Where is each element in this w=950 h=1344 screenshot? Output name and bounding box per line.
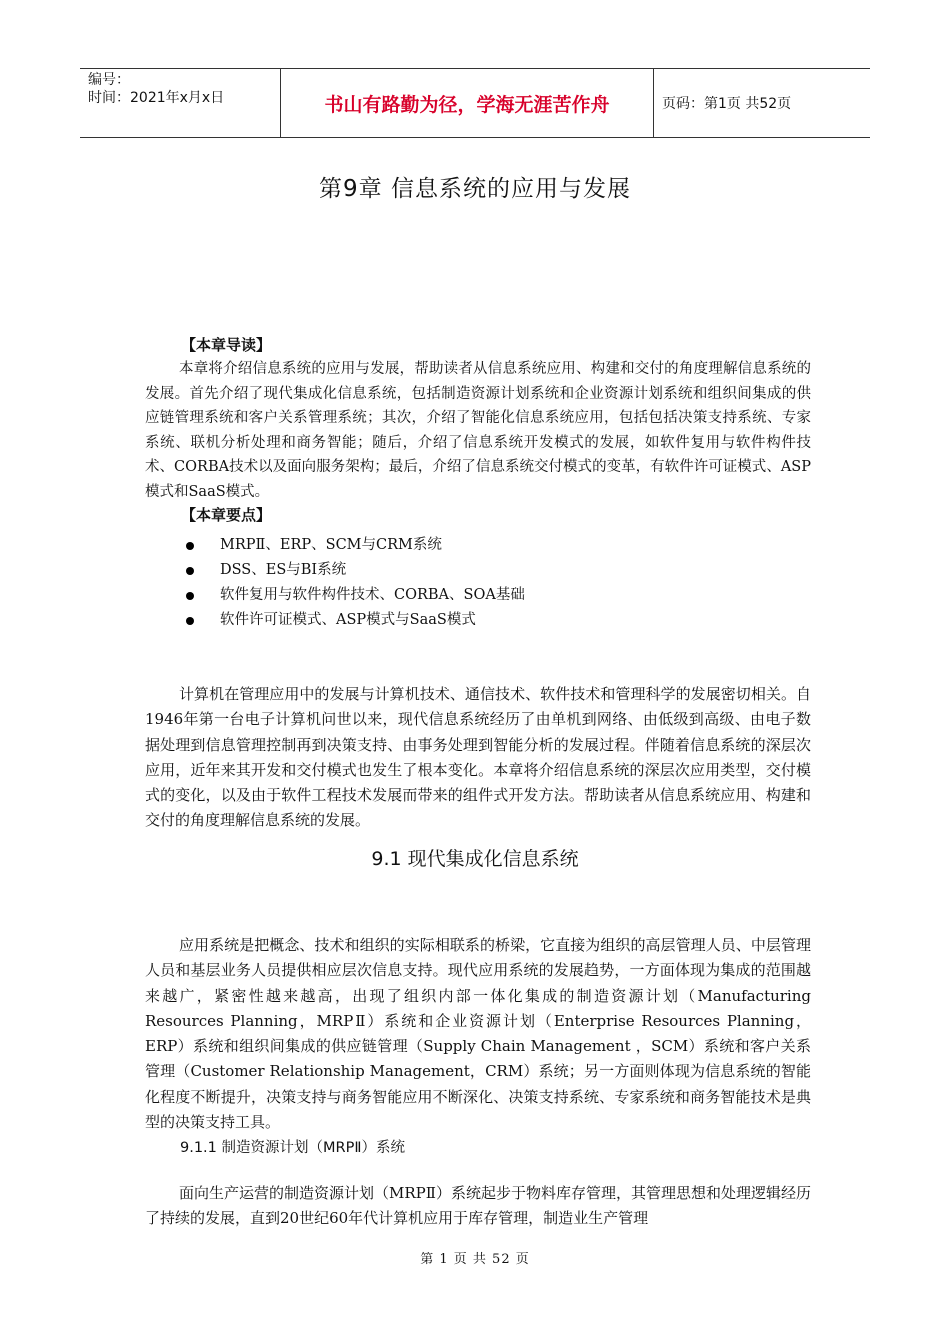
- header-page-info: 页码：第1页 共52页: [662, 96, 792, 112]
- subsection-title: 9.1.1 制造资源计划（MRPⅡ）系统: [180, 1140, 405, 1156]
- keypoints-list: [180, 533, 525, 633]
- section-title: 9.1 现代集成化信息系统: [371, 848, 579, 870]
- body-paragraph-2: 应用系统是把概念、技术和组织的实际相联系的桥梁，它直接为组织的高层管理人员、中层管理人员和基层业务人员提供相应层次信息支持。现代应用系统的发展趋势，一方面体现为集成的范围越来越广，紧密性越来越高，出现了组织内部一体化集成的制造资源计划（Manufacturing Resources Planning，MRPⅡ）系统和企业资源计划（Enterprise Resources Planning，ERP）系统和组织间集成的供应链管理（Supply Chain Management ，SCM）系统和客户关系管理（Customer Relationship Management，CRM）系统；另一方面则体现为信息系统的智能化程度不断提升，决策支持与商务智能应用不断深化、决策支持系统、专家系统和商务智能技术是典型的决策支持工具。: [145, 936, 811, 1132]
- bullet-icon: [186, 567, 194, 575]
- body-paragraph-1: 计算机在管理应用中的发展与计算机技术、通信技术、软件技术和管理科学的发展密切相关。自1946年第一台电子计算机问世以来，现代信息系统经历了由单机到网络、由低级到高级、由电子数据处理到信息管理控制再到决策支持、由事务处理到智能分析的发展过程。伴随着信息系统的深层次应用，近年来其开发和交付模式也发生了根本变化。本章将介绍信息系统的深层次应用类型，交付模式的变化，以及由于软件工程技术发展而带来的组件式开发方法。帮助读者从信息系统应用、构建和交付的角度理解信息系统的发展。: [145, 685, 811, 830]
- list-item: MRPⅡ、ERP、SCM与CRM系统: [180, 533, 525, 558]
- list-item: DSS、ES与BI系统: [180, 558, 525, 583]
- header-meta: [80, 69, 280, 137]
- code-label: 编号：: [88, 72, 130, 88]
- intro-label: 【本章导读】: [181, 336, 272, 354]
- time-label: 时间：2021年x月x日: [88, 90, 225, 106]
- header-motto: 书山有路勤为径，学海无涯苦作舟: [280, 69, 654, 137]
- page-header: [80, 68, 870, 138]
- chapter-title: 第9章 信息系统的应用与发展: [319, 176, 631, 202]
- page-footer: 第 1 页 共 52 页: [420, 1252, 530, 1267]
- bullet-icon: [186, 592, 194, 600]
- bullet-icon: [186, 542, 194, 550]
- list-item: 软件复用与软件构件技术、CORBA、SOA基础: [180, 583, 525, 608]
- intro-section: [145, 334, 811, 527]
- list-item: 软件许可证模式、ASP模式与SaaS模式: [180, 608, 525, 633]
- keypoints-label: 【本章要点】: [181, 506, 272, 524]
- bullet-icon: [186, 617, 194, 625]
- intro-text: 本章将介绍信息系统的应用与发展，帮助读者从信息系统应用、构建和交付的角度理解信息系统的发展。首先介绍了现代集成化信息系统，包括制造资源计划系统和企业资源计划系统和组织间集成的供应链管理系统和客户关系管理系统；其次，介绍了智能化信息系统应用，包括包括决策支持系统、专家系统、联机分析处理和商务智能；随后，介绍了信息系统开发模式的发展，如软件复用与软件构件技术、CORBA技术以及面向服务架构；最后，介绍了信息系统交付模式的变革，有软件许可证模式、ASP模式和SaaS模式。: [145, 361, 811, 500]
- body-paragraph-3: 面向生产运营的制造资源计划（MRPⅡ）系统起步于物料库存管理，其管理思想和处理逻辑经历了持续的发展，直到20世纪60年代计算机应用于库存管理，制造业生产管理: [145, 1184, 811, 1228]
